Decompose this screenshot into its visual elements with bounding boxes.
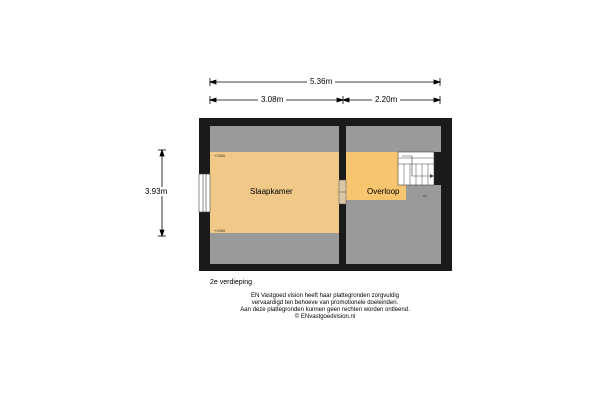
room-label-slaapkamer: Slaapkamer <box>250 187 293 196</box>
staircase <box>398 152 434 185</box>
disclaimer <box>195 293 455 321</box>
disclaimer-line-1: EN Vastgoed vision heeft haar plattegronden zorgvuldig <box>251 293 399 299</box>
bedroom-top-slope <box>210 126 339 152</box>
bedroom-height-top: +1500 <box>214 153 226 158</box>
depth-label: 3.93m <box>145 187 168 196</box>
bedroom-height-bottom: +1500 <box>214 228 226 233</box>
window <box>199 174 210 212</box>
total-width-label: 5.36m <box>307 77 335 86</box>
disclaimer-line-3: Aan deze plattegronden kunnen geen rechten worden ontleend. <box>240 307 410 313</box>
left-width-label: 3.08m <box>258 95 286 104</box>
bedroom-bottom-slope <box>210 233 339 264</box>
landing-top-slope <box>346 126 441 152</box>
disclaimer-line-4: © ENvastgoedvision.nl <box>294 314 356 320</box>
disclaimer-line-2: vervaardigd ten behoeve van promotionele doeleinden. <box>251 300 399 306</box>
room-label-overloop: Overloop <box>367 187 400 196</box>
landing-lower-slope <box>346 200 441 264</box>
cv-label: cv <box>423 193 427 198</box>
floor-name: 2e verdieping <box>210 279 253 286</box>
door <box>339 180 346 204</box>
right-width-label: 2.20m <box>372 95 400 104</box>
